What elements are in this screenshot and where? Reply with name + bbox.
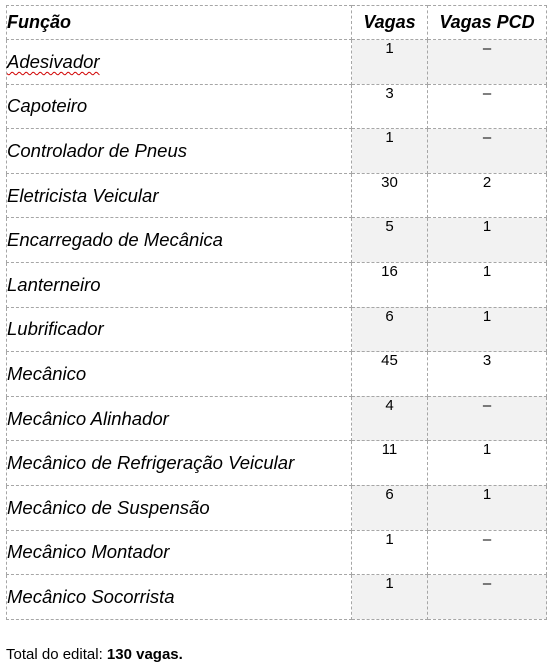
cell-vagas: 11 [352, 441, 428, 486]
total-line [6, 646, 183, 663]
cell-vagas-pcd: 1 [428, 307, 547, 352]
funcao-text: Mecânico de Refrigeração Veicular [7, 452, 295, 474]
table-row [7, 352, 547, 397]
cell-vagas: 6 [352, 485, 428, 530]
table-header [7, 6, 547, 40]
cell-vagas-pcd: – [428, 40, 547, 85]
cell-vagas-pcd: 1 [428, 441, 547, 486]
table-row [7, 40, 547, 85]
table-row [7, 307, 547, 352]
funcao-text: Adesivador [7, 50, 100, 72]
funcao-text: Capoteiro [7, 95, 88, 117]
funcao-text: Mecânico de Suspensão [7, 496, 210, 518]
cell-vagas: 5 [352, 218, 428, 263]
cell-vagas-pcd: 3 [428, 352, 547, 397]
cell-vagas: 1 [352, 530, 428, 575]
table-row [7, 84, 547, 129]
cell-vagas-pcd: – [428, 575, 547, 620]
cell-vagas: 16 [352, 262, 428, 307]
header-vagas-pcd: Vagas PCD [428, 6, 547, 40]
table-row [7, 129, 547, 174]
table-row [7, 575, 547, 620]
cell-funcao [7, 218, 352, 263]
table-body [7, 40, 547, 620]
cell-vagas-pcd: 2 [428, 173, 547, 218]
funcao-text: Mecânico Montador [7, 541, 170, 563]
cell-funcao [7, 396, 352, 441]
funcao-text: Mecânico [7, 362, 87, 384]
funcao-text: Eletricista Veicular [7, 184, 159, 206]
cell-vagas: 4 [352, 396, 428, 441]
table-row [7, 396, 547, 441]
header-funcao: Função [7, 6, 352, 40]
header-row [7, 6, 547, 40]
cell-funcao [7, 129, 352, 174]
funcao-text: Lubrificador [7, 318, 104, 340]
cell-funcao [7, 352, 352, 397]
cell-funcao [7, 40, 352, 85]
cell-funcao [7, 575, 352, 620]
cell-vagas-pcd: – [428, 129, 547, 174]
cell-funcao [7, 307, 352, 352]
cell-vagas: 30 [352, 173, 428, 218]
cell-funcao [7, 173, 352, 218]
cell-vagas: 45 [352, 352, 428, 397]
cell-funcao [7, 485, 352, 530]
cell-vagas-pcd: – [428, 84, 547, 129]
total-prefix: Total do edital: [6, 646, 107, 663]
table-row [7, 441, 547, 486]
total-value: 130 vagas. [106, 646, 183, 663]
cell-vagas: 3 [352, 84, 428, 129]
cell-vagas: 1 [352, 575, 428, 620]
cell-vagas-pcd: 1 [428, 218, 547, 263]
funcao-text: Mecânico Alinhador [7, 407, 169, 429]
cell-vagas: 6 [352, 307, 428, 352]
funcao-text: Lanterneiro [7, 273, 101, 295]
header-vagas: Vagas [352, 6, 428, 40]
funcao-text: Controlador de Pneus [7, 139, 187, 161]
cell-vagas-pcd: 1 [428, 485, 547, 530]
cell-funcao [7, 441, 352, 486]
table-row [7, 218, 547, 263]
cell-vagas-pcd: – [428, 396, 547, 441]
table-row [7, 262, 547, 307]
cell-funcao [7, 530, 352, 575]
table-row [7, 485, 547, 530]
cell-vagas: 1 [352, 40, 428, 85]
table-row [7, 173, 547, 218]
funcao-text: Encarregado de Mecânica [7, 229, 223, 251]
cell-funcao [7, 262, 352, 307]
cell-vagas-pcd: 1 [428, 262, 547, 307]
vagas-table [6, 5, 547, 620]
cell-vagas-pcd: – [428, 530, 547, 575]
cell-vagas: 1 [352, 129, 428, 174]
cell-funcao [7, 84, 352, 129]
funcao-text: Mecânico Socorrista [7, 585, 175, 607]
table-row [7, 530, 547, 575]
